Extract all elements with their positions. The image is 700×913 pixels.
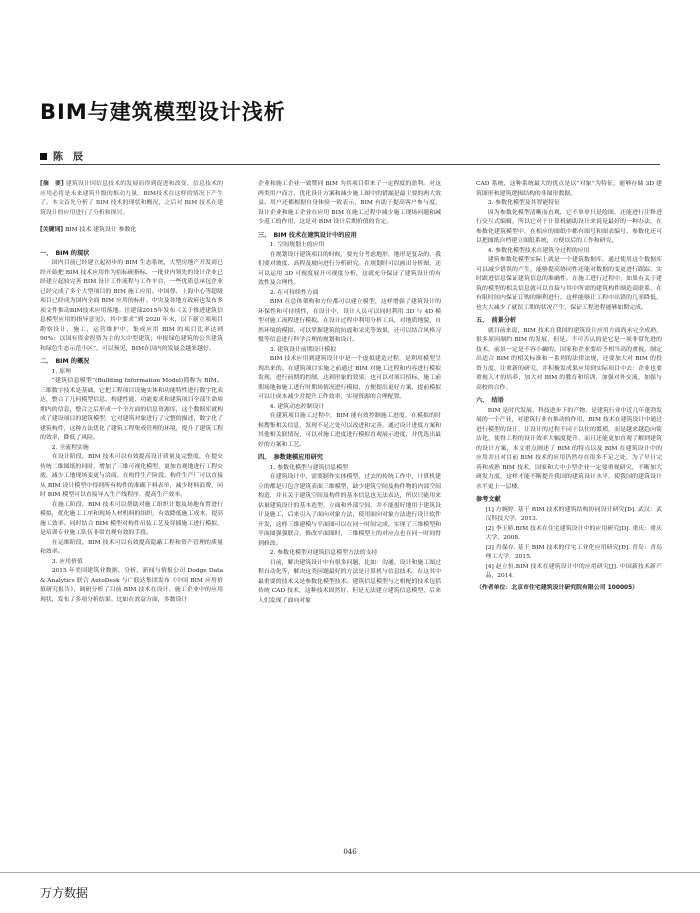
paragraph: 因为参数化模型清晰而直观，它不单单只是绘图，还能进行注释进行交互式编辑，所以它对于计算机辅助设计来说是最好的一种办法，在参数化建筑模型中，在相应的图纸中都有图号和图表编号，参数化还可以把图纸自档建立图纸系统，方便以后的工作和研究。	[476, 209, 662, 244]
subheading: 2. 参数化模型对建筑信息模型方法的支持	[269, 550, 378, 556]
title-divider	[40, 164, 660, 165]
keywords	[40, 226, 223, 236]
subheading: 3. 建筑设计前期设计模拟	[269, 346, 337, 353]
paragraph: 企业和施工企业一致赞同 BIM 为其项目带来了一定程度的盈利。对这两类用户而言，优化设计方案和减少施工图中的错漏是最主要的两大效益。用户还都根据自身体验一致表示，BIM 有助于提高客户参与度，设计企业和施工企业在应用 BIM 在施工过程中减少施工现场问题和减少返工的作用，这是对 BIM 设计后期价值的肯定。	[258, 181, 441, 225]
section-heading: 一、 BIM 的现状	[40, 249, 90, 257]
paragraph: 2015 年美国建筑业数据、分析、新闻与情报公司 Dodge Data & Analytics 联合 AutoDesk 与广联达集团发布《中国 BIM 应用价值研究报告》，调研分析了目前 BIM 技术在设计、施工企业中的应用现状，发布了多项分析结果。比如在效益方面，多数设计	[40, 568, 223, 603]
reference-item: [3] 肖保存. 基于 BIM 技术的住宅工业化应用研究[D]. 青岛：青岛理工大学，2015.	[485, 544, 662, 560]
author-affiliation: （作者单位：北京市住宅建筑设计研究院有限公司 100005）	[476, 584, 639, 591]
references-heading: 参考文献	[476, 496, 501, 503]
reference-item: [4] 赵立恒.BIM 技术在建筑设计中的应用研究[J]. 中国新技术新产品，2014.	[485, 563, 662, 579]
column-1	[40, 180, 223, 605]
column-2	[258, 180, 441, 606]
paragraph: CAD 系统，这种系统最大的优点是以“对象”为特征，能够存储 3D 建筑图形和建筑逻辑结构的非图形数据。	[476, 181, 662, 197]
subheading: 1. 参数化模型与建筑信息模型	[269, 464, 348, 471]
column-3	[476, 180, 662, 593]
abstract-tag: [摘 要]	[40, 181, 64, 187]
section-heading: 二、 BIM 的概况	[40, 358, 90, 365]
article-title: BIM与建筑模型设计浅析	[40, 100, 286, 124]
reference-item: [1] 方婉婷. 基于 BIM 技术的建筑结构协同设计研究[D]. 武汉：武汉科技大学，2013.	[485, 506, 662, 522]
paragraph: 在运维阶段，BIM 技术可以有效提高隐蔽工程和资产管理的质量和效率。	[40, 539, 223, 555]
paragraph: 国内目前已经建立起初步的 BIM 生态系统，大型房地产开发商已经开始把 BIM 技术应用作为招标硬指标，一批业内领先的设计企业已经建立起较完善 BIM 设计工作流程与工作平台，一些优质总承包企业已经完成了多个大型项目的 BIM 施工应用。中国尊、上海中心等超级项目已经成为国内全面 BIM 应用的标杆。中央及各地方政府也发布多项文件推动BIM技术应用落地。住建部2015年发布《关于推进建筑信息模型应用的指导意见》，其中要求“到 2020 年末，以下新立项项目勘察设计、施工、运营维护中，集成应用 BIM 的项目比率达到 90%：以国有资金投资为主的大中型建筑；申报绿色建筑的公共建筑和绿色生态示范小区”，可以预见，BIM在国内的发展会越来越好。	[40, 260, 223, 352]
subheading: 3. 参数化模型及其智能特征	[487, 200, 561, 206]
paragraph: 在建筑设计中，需要制作实体模型，过去的传统工作中，计算机建立的都是只包含建筑表面三维模型，缺少建筑空间及构件物的内部空间构造，并且关于建筑空间及构件的基本信息也无法表达，所以只能用来估量建筑设计的基本造型、立面和外部空间，并不能很好地用于建筑设计及施工，后来引入了面向对象方法，使用面向对象方法进行设计软件开发，这样三维建模与平面图可以在同一时间完成，实现了三维模型和平面图强强联合。修改平面图时，三维模型上的对应点也在同一时间得到修改。	[258, 474, 441, 547]
paragraph: “建筑信息模型”(Building Information Model)简称为 BIM。三维数字技术是基础，它把工程项目设施实体和功能特性进行数字化表达，整合了几何模型信息、构建性能、功能要求和建筑项目全部生命周期内的信息，整合之后形成一个全方面的信息资源库，这个数据库就构成了建设项目的建筑模型，它对建筑对象进行了完整的描述，数字化了建筑构件，这种方法优化了建筑工程集成管理的环境，提升了建筑工程的效率，降低了风险。	[40, 378, 223, 441]
paragraph: 在规划设计建筑项目的时候，要充分考虑地形，地形是复杂的，我们要对坡度、高程及坡向进行分析研究。在规划时可以画出分析图，还可以运用 3D 可视度展开可视度分析，这就充分保证了建筑设计的有效性及合理性。	[258, 251, 441, 286]
paragraph: BIM 是时代发展、科技进步下的产物，是建筑行业中近几年蓬勃发展的一个产业，对建筑行业有推动的作用，BIM 技术在建筑设计中通过进行模型的设计，让设计的过程不同于以往的繁琐，而是越来越趋向简洁化，使得工程的设计效率大幅度提升，而且还能更加直观了解到建筑的设计方案，本文重点阐述了 BIM 的特点以及 BIM 在建筑设计中的应用并且对目前 BIM 技术的应用仍然存在很多不足之处，为了早日完善和成熟 BIM 技术，国家和大中小型企业一定要重视研究，不断加大研发力度，这样才能不断提升我国的建筑设计水平，使我国的建筑设计水平更上一层楼。	[476, 407, 662, 490]
author-line	[40, 148, 83, 163]
paragraph: 在施工阶段，BIM 技术可以帮助对施工组织计划及场地布置进行模拟，优化施工工序和现场人材机料的组织，有效降低施工成本，提高施工效率。同时结合 BIM 模型对构件吊装工艺及穿插施工进行模拟，是培训专业施工队伍非常直观有效的手段。	[40, 501, 223, 536]
paragraph: 就目前来说，BIM 技术在我国的建筑设计应用方面尚未完全成熟，很多原因制约 BIM 的发展，但是，不可否认的是它是一项非常先进的技术，前景一定是不容小觑的，国家和企业要给予相当高的重视，制定出适合 BIM 的相关标准和一系列的法律法规，还要加大对 BIM 的投资力度，注重新的研究，并积极发成果应用到实际项目中去：企业也要重视人才的培养，加大对 BIM 的教育和培训，加强对外交流，加强与高校的合作。	[476, 327, 662, 391]
reference-list	[476, 506, 662, 582]
subheading: 1. 原理	[51, 368, 72, 375]
subheading: 4. 参数化模型技术在建筑全过程的应用	[487, 247, 590, 254]
paragraph: 目前，解决建筑设计中有很多问题，比如：沟通、设计和施工图过程自动化等，解决这类问题最好的方法是计算机与信息技术。在这其中最重要的技术又是参数化模型技术。建筑信息模型与之相配的技术包括传统 CAD 技术，这种技术固然好，但是无法建立建筑信息模型，后来人们发现了面向对象	[258, 559, 441, 604]
section-heading: 五、 前景分析	[476, 317, 517, 324]
section-heading: 六、 结语	[476, 397, 504, 404]
footer-divider	[0, 872, 700, 873]
section-heading: 四、 参数建模应用研究	[258, 454, 323, 461]
abstract	[40, 180, 223, 218]
keywords-tag: [关键词]	[40, 227, 64, 233]
abstract-text: 建筑设计因信息技术的发展而得到促进和改变，信息技术的应用必将是未来建筑升级的推动力量。BIM技术在这样的情况下产生了。本文首先分析了 BIM 技术的现状和概况，之后对 BIM 技术在建筑设计的应用进行了分析和探讨。	[40, 181, 224, 216]
paragraph: 在设计阶段，BIM 技术可以有效提高设计质量及完整度，在提交传统二维图纸的同时，增加了三维可视化模型，更加直观地进行工程交底，减少工地现场变更与洽商。在构件生产阶段，构件生产厂可以直接从 BIM 设计模型中得到所有构件的准确下料表单，减少材料浪费，同时 BIM 模型可以直接导入生产线程序，提高生产效率。	[40, 454, 223, 498]
paragraph: BIM 在总体架构和方位都可以建立模型，这样增强了建筑设计的环保性和可持续性，在设计中，设计人员可以同时利用 3D 与 4D 模型对施工流程进行模拟。在设计过程中利用分析工具，对地质地貌，自然环境的模拟，可以掌握建筑的抗震和采光等效果，还可以结合风格习惯等信息进行科学合理的规划和设计。	[258, 299, 441, 343]
subheading: 2. 全流程实施	[51, 444, 89, 451]
author-name: 陈 辰	[53, 152, 83, 163]
square-bullet-icon	[40, 153, 47, 160]
page-number: 046	[343, 848, 357, 856]
paragraph: 建筑参数化模型实际上就是一个建筑数据库，通过使用这个数据库可以减少错误的产生，能够提高协同性还能对数据的变更进行跟踪，实时跟进信息保证建筑信息的准确性。在施工进行过程中，如果有关于建筑的模型的相关信息就可以直接与其中所需的建筑构件制造商联系，在有限时间内保证订购的顺利进行，这样能够让工程中出错的几率降低，也大大减少了就误工期的状况产生，保证工程进程能够如期完成。	[476, 257, 662, 311]
watermark-text: 万方数据	[40, 886, 89, 900]
paragraph: BIM 技术应用到建筑设计中是一个虚拟建造过程，是利用模型呈现出来的。在建筑项目实施之前通过 BIM 对施工过程和内容进行模拟发现，进行前期的控制，达到形象的效果，也可以对项目招标、施工前期场地和施工进行时期场情况进行模拟，方便提出更好方案，提前模拟可以让成本减少并提升工作效率，实现资源的合理配置。	[258, 356, 441, 400]
paragraph: 在建筑项目施工过程中，BIM 能有效控制施工进度，在模拟的时候搜集相关信息，发现不足之处可以改进和完善，通过设计进度方案和其他相关联情况，可以对施工进度进行模拟直观展示进度，并优选出最好的方案和工艺。	[258, 413, 441, 448]
subheading: 1. 空间规划上的应用	[269, 242, 325, 248]
section-heading: 三、 BIM 技术在建筑设计中的应用	[258, 231, 357, 239]
reference-item: [2] 李玉娇.BIM 技术在住宅建筑设计中的应用研究[D]. 重庆：重庆大学，2008.	[485, 525, 662, 541]
subheading: 4. 建筑动态控制设计	[269, 403, 325, 410]
keywords-text: BIM 技术 建筑设计 参数化	[64, 227, 137, 233]
subheading: 2. 在可持续性方面	[269, 289, 319, 296]
subheading: 3. 应用价值	[51, 558, 83, 565]
